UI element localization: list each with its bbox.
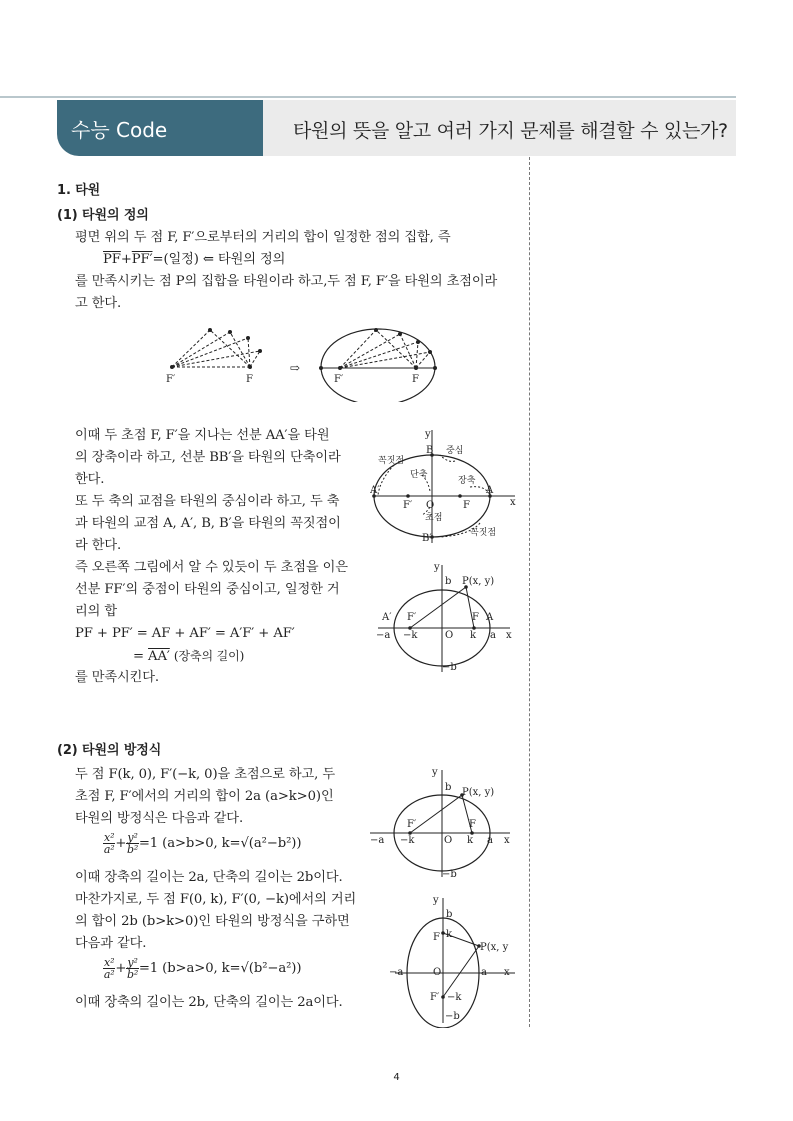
vertical-ellipse-figure [385, 893, 520, 1028]
axis-label: y [434, 562, 440, 573]
axis-label: x [506, 630, 512, 641]
tick-label: −a [376, 630, 391, 641]
vertex-label: A′ [370, 485, 380, 496]
axis-text-line: 리의 합 [75, 604, 118, 619]
equation-text-line: 두 점 F(k, 0), F′(−k, 0)을 초점으로 하고, 두 [75, 767, 335, 782]
tick-label: −k [403, 630, 418, 641]
top-rule [0, 96, 736, 98]
tick-label: −a [370, 835, 385, 846]
axis-text-line: 한다. [75, 472, 105, 487]
tick-label: −b [445, 1011, 460, 1022]
focus-label: F′ [407, 612, 417, 623]
major-axis-equation: = AA′ (장축의 길이) [133, 649, 245, 664]
focus-label: F [463, 500, 470, 511]
focus-label: F [469, 819, 476, 830]
ellipse-parts-figure [370, 425, 520, 545]
tick-label: b [446, 909, 453, 920]
focus-label: F [433, 932, 440, 943]
center-label: 중심 [446, 446, 464, 456]
equation-text-line: 타원의 방정식은 다음과 같다. [75, 811, 244, 826]
vertex-label: 꼭짓점 [378, 456, 405, 466]
axis-text-line: 또 두 축의 교점을 타원의 중심이라 하고, 두 축 [75, 494, 340, 509]
origin-label: O [426, 500, 435, 511]
distance-sum-equation: PF + PF′ = AF + AF′ = A′F′ + AF′ [75, 626, 295, 641]
topic-banner [263, 100, 736, 156]
vertex-label: A′ [382, 612, 392, 623]
tick-label: k [467, 835, 474, 846]
tick-label: k [446, 929, 453, 940]
vertex-label: B [426, 445, 434, 456]
definition-equation: $\overline{PF}+PF'=$(일정) ⇐ 타원의 정의 [103, 252, 286, 267]
subsection-heading: (1) 타원의 정의 [57, 208, 149, 223]
tick-label: b [445, 782, 452, 793]
vertex-label: 꼭짓점 [470, 528, 497, 538]
tick-label: −k [447, 992, 462, 1003]
equation-text-line: 다음과 같다. [75, 936, 147, 951]
axis-text-line: 과 타원의 교점 A, A′, B, B′을 타원의 꼭짓점이 [75, 516, 341, 531]
focus-label: F [246, 374, 253, 385]
ellipse-equation-vertical: $\frac{\text{x²}}{\text{a²}}$ + $\frac{\text{y²}}{\text{b²}}$ =1 (b>a>0, k=√(b²−a²)) [103, 956, 302, 981]
axis-label: x [504, 967, 510, 978]
definition-line: 평면 위의 두 점 F, F′으로부터의 거리의 합이 일정한 점의 집합, 즉 [75, 230, 451, 245]
ellipse-construction-figure [160, 322, 450, 402]
vertex-label: A [486, 485, 494, 496]
definition-line: 를 만족시키는 점 P의 집합을 타원이라 하고,두 점 F, F′을 타원의 초점이라 [75, 274, 498, 289]
vertex-label: B′ [422, 533, 432, 544]
origin-label: O [433, 967, 442, 978]
section-heading: 1. 타원 [57, 183, 101, 198]
point-label: P(x, y [480, 942, 509, 953]
tick-label: −b [442, 869, 457, 880]
tick-label: −b [442, 662, 457, 673]
focal-distance-figure [370, 560, 520, 675]
point-label: P(x, y) [462, 576, 495, 587]
focus-label: F [472, 612, 479, 623]
focus-label: F′ [430, 992, 440, 1003]
equation-text-line: 마찬가지로, 두 점 F(0, k), F′(0, −k)에서의 거리 [75, 892, 357, 907]
focus-label: F′ [407, 819, 417, 830]
tick-label: k [470, 630, 477, 641]
code-title: 수능 Code [71, 118, 168, 142]
axis-text-line: 이때 두 초점 F, F′을 지나는 선분 AA′을 타원 [75, 428, 330, 443]
axis-text-line: 선분 FF′의 중점이 타원의 중심이고, 일정한 거 [75, 582, 340, 597]
equation-text-line: 이때 장축의 길이는 2a, 단축의 길이는 2b이다. [75, 870, 343, 885]
code-banner [57, 100, 263, 156]
ellipse-equation-horizontal: $\frac{\text{x²}}{\text{a²}}$ + $\frac{\text{y²}}{\text{b²}}$ =1 (a>b>0, k=√(a²−b²)) [103, 831, 302, 856]
tick-label: −k [400, 835, 415, 846]
axis-label: y [425, 429, 431, 440]
axis-label: x [510, 497, 516, 508]
equation-text-line: 의 합이 2b (b>k>0)인 타원의 방정식을 구하면 [75, 914, 350, 929]
major-axis-label: 장축 [458, 476, 476, 486]
focus-label: F [412, 374, 419, 385]
axis-label: y [432, 767, 438, 778]
focus-label: F′ [166, 374, 176, 385]
minor-axis-label: 단축 [410, 470, 428, 480]
axis-text-line: 를 만족시킨다. [75, 670, 160, 685]
equation-text-line: 이때 장축의 길이는 2b, 단축의 길이는 2a이다. [75, 995, 343, 1010]
tick-label: a [490, 630, 496, 641]
horizontal-ellipse-figure [370, 765, 520, 880]
origin-label: O [445, 630, 454, 641]
arrow-icon: ⇨ [290, 361, 301, 375]
vertex-label: A [486, 612, 494, 623]
column-divider [529, 157, 530, 1027]
axis-label: x [504, 835, 510, 846]
focus-label: F′ [403, 500, 413, 511]
equation-text-line: 초점 F, F′에서의 거리의 합이 2a (a>k>0)인 [75, 789, 334, 804]
origin-label: O [444, 835, 453, 846]
tick-label: b [445, 576, 452, 587]
focus-label: 초점 [425, 513, 443, 523]
tick-label: a [487, 835, 493, 846]
page-number: 4 [393, 1072, 400, 1083]
topic-title: 타원의 뜻을 알고 여러 가지 문제를 해결할 수 있는가? [293, 120, 728, 142]
axis-text-line: 즉 오른쪽 그림에서 알 수 있듯이 두 초점을 이은 [75, 560, 348, 575]
tick-label: −a [389, 967, 404, 978]
definition-line: 고 한다. [75, 296, 122, 311]
axis-text-line: 라 한다. [75, 538, 122, 553]
point-label: P(x, y) [462, 787, 495, 798]
focus-label: F′ [334, 374, 344, 385]
subsection-heading: (2) 타원의 방정식 [57, 743, 162, 758]
axis-label: y [433, 895, 439, 906]
axis-text-line: 의 장축이라 하고, 선분 BB′을 타원의 단축이라 [75, 450, 341, 465]
tick-label: a [481, 967, 487, 978]
